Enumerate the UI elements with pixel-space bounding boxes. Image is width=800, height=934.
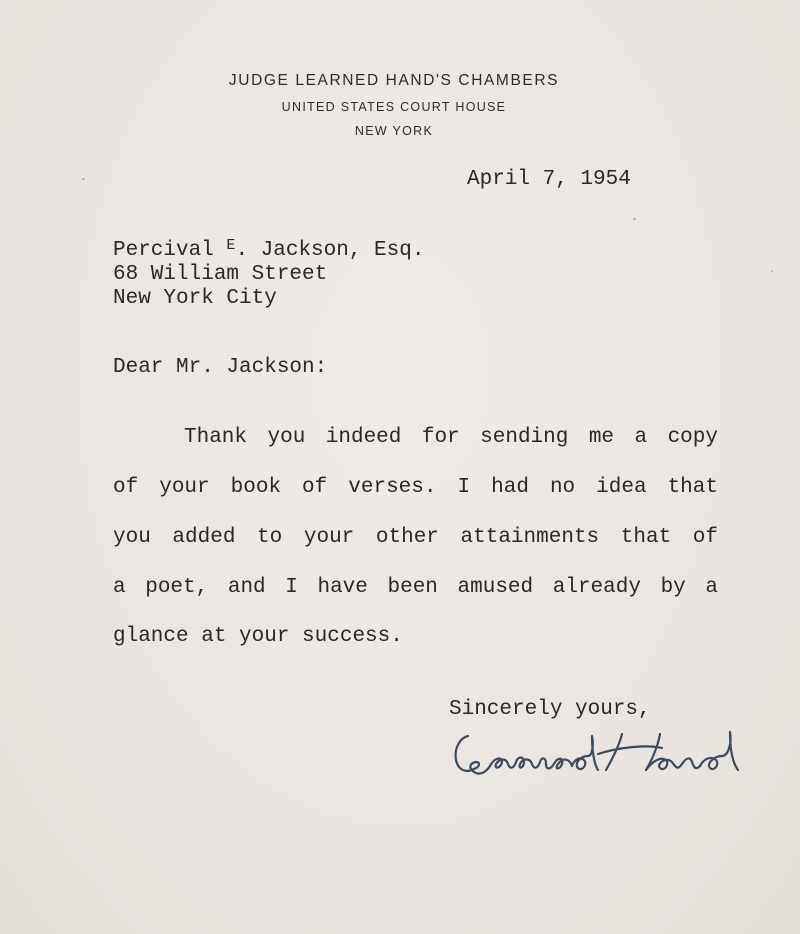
recipient-name xyxy=(113,237,425,262)
letterhead-city: NEW YORK xyxy=(354,124,434,138)
paper-speck xyxy=(633,218,636,220)
body-line: you added to your other attainments that of xyxy=(113,526,718,549)
body-line: of your book of verses. I had no idea that xyxy=(113,476,718,499)
paper-speck xyxy=(771,270,773,272)
salutation: Dear Mr. Jackson: xyxy=(113,356,328,379)
recipient-name-last: . Jackson, Esq. xyxy=(235,239,425,262)
recipient-middle-initial: E xyxy=(226,237,236,254)
paper-speck xyxy=(82,178,85,180)
letterhead-court: UNITED STATES COURT HOUSE xyxy=(281,100,507,114)
handwritten-signature xyxy=(446,726,796,788)
recipient-city: New York City xyxy=(113,287,277,310)
body-line: a poet, and I have been amused already by a xyxy=(113,576,718,599)
closing: Sincerely yours, xyxy=(449,698,651,721)
letter-date: April 7, 1954 xyxy=(467,168,631,191)
recipient-street: 68 William Street xyxy=(113,263,328,286)
body-line: glance at your success. xyxy=(113,625,403,648)
recipient-name-first: Percival xyxy=(113,239,227,262)
body-line: Thank you indeed for sending me a copy xyxy=(184,426,718,449)
letterhead-title: JUDGE LEARNED HAND'S CHAMBERS xyxy=(228,72,560,89)
